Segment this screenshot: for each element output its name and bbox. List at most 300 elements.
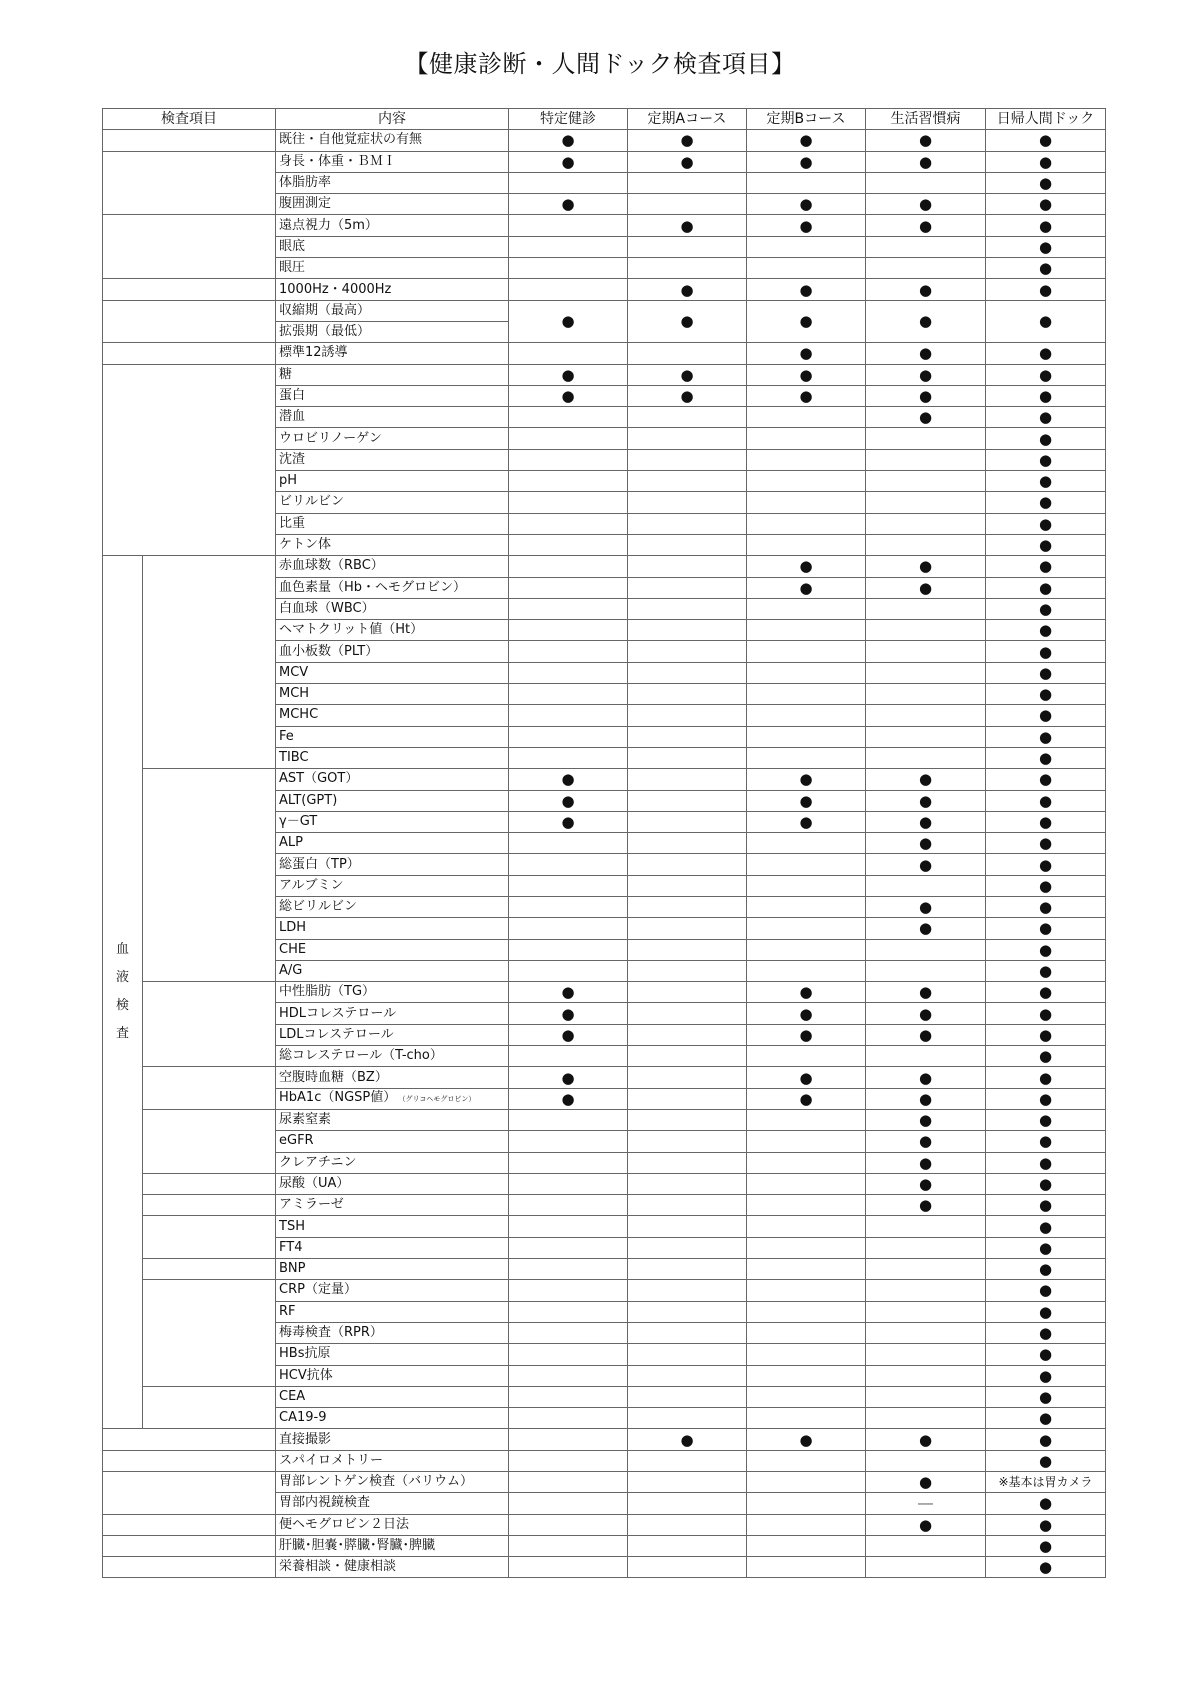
mark-tokutei (509, 428, 628, 449)
mark-b (747, 1408, 866, 1429)
mark-b (747, 1557, 866, 1578)
mark-dock: ● (986, 194, 1106, 215)
mark-dock: ● (986, 684, 1106, 705)
table-row (103, 1386, 1106, 1407)
mark-a (628, 194, 747, 215)
mark-tokutei (509, 534, 628, 555)
mark-tokutei (509, 1046, 628, 1067)
mark-b: ● (747, 130, 866, 151)
mark-tokutei: ● (509, 385, 628, 406)
exam-content (276, 1429, 509, 1450)
mark-b: ● (747, 385, 866, 406)
mark-b: ● (747, 577, 866, 598)
mark-lifestyle (866, 960, 986, 981)
mark-tokutei (509, 513, 628, 534)
exam-content (276, 684, 509, 705)
mark-tokutei: ● (509, 1088, 628, 1109)
mark-dock: ● (986, 449, 1106, 470)
mark-lifestyle: ● (866, 811, 986, 832)
exam-content-text: AST（GOT） (279, 771, 359, 787)
mark-b: ● (747, 1067, 866, 1088)
mark-a (628, 1493, 747, 1514)
mark-dock: ● (986, 1450, 1106, 1471)
mark-a (628, 1067, 747, 1088)
mark-dock: ● (986, 1322, 1106, 1343)
table-row (103, 1109, 1106, 1130)
exam-content-text: 総蛋白（TP） (279, 856, 360, 872)
mark-tokutei (509, 662, 628, 683)
mark-dock: ● (986, 875, 1106, 896)
exam-content-text: ビリルビン (279, 494, 345, 510)
mark-a (628, 705, 747, 726)
mark-b (747, 236, 866, 257)
exam-content-text: MCV (279, 664, 309, 680)
mark-b (747, 896, 866, 917)
exam-content (276, 1046, 509, 1067)
mark-dock: ● (986, 1408, 1106, 1429)
mark-tokutei: ● (509, 364, 628, 385)
mark-lifestyle: ● (866, 556, 986, 577)
mark-dock: ● (986, 534, 1106, 555)
mark-dock: ● (986, 172, 1106, 193)
exam-content (276, 1259, 509, 1280)
mark-dock: ● (986, 1429, 1106, 1450)
table-row (103, 364, 1106, 385)
exam-category (103, 151, 276, 215)
mark-tokutei (509, 1535, 628, 1556)
mark-lifestyle: ● (866, 194, 986, 215)
blood-subcategory (143, 1067, 276, 1110)
mark-a (628, 1280, 747, 1301)
exam-category (103, 279, 276, 300)
exam-content-text: HDLコレステロール (279, 1005, 397, 1021)
mark-tokutei (509, 1152, 628, 1173)
mark-tokutei (509, 556, 628, 577)
exam-content (276, 343, 509, 364)
exam-content (276, 726, 509, 747)
mark-lifestyle (866, 428, 986, 449)
exam-content (276, 598, 509, 619)
mark-lifestyle: ● (866, 918, 986, 939)
exam-content (276, 896, 509, 917)
mark-dock: ● (986, 407, 1106, 428)
mark-lifestyle: ● (866, 896, 986, 917)
mark-tokutei: ● (509, 151, 628, 172)
mark-a (628, 236, 747, 257)
mark-lifestyle (866, 1344, 986, 1365)
mark-dock: ● (986, 1195, 1106, 1216)
mark-b (747, 918, 866, 939)
exam-content (276, 151, 509, 172)
exam-content-text: pH (279, 473, 298, 489)
exam-content-text: CHE (279, 941, 307, 957)
mark-lifestyle (866, 471, 986, 492)
exam-content-text: 既往・自他覚症状の有無 (279, 132, 423, 148)
mark-tokutei (509, 833, 628, 854)
mark-lifestyle (866, 258, 986, 279)
exam-content (276, 769, 509, 790)
exam-content (276, 1003, 509, 1024)
mark-tokutei: ● (509, 1067, 628, 1088)
table-row (103, 1195, 1106, 1216)
mark-tokutei (509, 577, 628, 598)
exam-category (103, 130, 276, 151)
mark-b (747, 662, 866, 683)
mark-lifestyle (866, 684, 986, 705)
mark-lifestyle: ● (866, 1109, 986, 1130)
header-course-b: 定期Bコース (747, 109, 866, 130)
header-item: 検査項目 (103, 109, 276, 130)
mark-lifestyle: ● (866, 279, 986, 300)
exam-category (103, 364, 276, 556)
mark-b (747, 705, 866, 726)
mark-tokutei (509, 279, 628, 300)
exam-content (276, 279, 509, 300)
exam-content (276, 492, 509, 513)
mark-a (628, 684, 747, 705)
mark-dock: ● (986, 726, 1106, 747)
exam-content-text: A/G (279, 963, 303, 979)
exam-category (103, 300, 276, 343)
exam-content (276, 215, 509, 236)
mark-a (628, 1344, 747, 1365)
exam-content (276, 1216, 509, 1237)
mark-tokutei (509, 449, 628, 470)
mark-tokutei: ● (509, 300, 628, 343)
mark-tokutei (509, 236, 628, 257)
exam-content (276, 1088, 509, 1109)
mark-dock: ● (986, 854, 1106, 875)
exam-content (276, 258, 509, 279)
mark-b (747, 854, 866, 875)
exam-content-text: TIBC (279, 750, 309, 766)
mark-dock: ● (986, 1131, 1106, 1152)
mark-lifestyle (866, 1557, 986, 1578)
mark-b (747, 471, 866, 492)
mark-lifestyle (866, 1386, 986, 1407)
exam-content (276, 705, 509, 726)
mark-lifestyle: ● (866, 1024, 986, 1045)
mark-tokutei (509, 747, 628, 768)
header-course-a: 定期Aコース (628, 109, 747, 130)
mark-b (747, 1450, 866, 1471)
exam-content (276, 194, 509, 215)
mark-lifestyle (866, 641, 986, 662)
mark-lifestyle: ● (866, 790, 986, 811)
exam-content (276, 1472, 509, 1493)
exam-content-text: γ－GT (279, 813, 318, 829)
exam-content (276, 918, 509, 939)
mark-b (747, 449, 866, 470)
mark-lifestyle: ● (866, 577, 986, 598)
mark-dock: ● (986, 492, 1106, 513)
mark-a (628, 428, 747, 449)
blood-subcategory (143, 1280, 276, 1386)
exam-content (276, 1344, 509, 1365)
mark-b: ● (747, 343, 866, 364)
mark-a (628, 1024, 747, 1045)
table-row (103, 556, 1106, 577)
exam-content (276, 1493, 509, 1514)
mark-lifestyle: ● (866, 343, 986, 364)
mark-lifestyle: ● (866, 1003, 986, 1024)
mark-dock: ● (986, 364, 1106, 385)
mark-b (747, 1472, 866, 1493)
mark-tokutei (509, 726, 628, 747)
mark-lifestyle: ● (866, 385, 986, 406)
exam-content (276, 1067, 509, 1088)
mark-a (628, 1535, 747, 1556)
exam-content-text: LDLコレステロール (279, 1026, 394, 1042)
mark-tokutei (509, 1514, 628, 1535)
exam-content (276, 1237, 509, 1258)
mark-b: ● (747, 1088, 866, 1109)
mark-lifestyle: ● (866, 1195, 986, 1216)
mark-a (628, 982, 747, 1003)
exam-content (276, 960, 509, 981)
mark-dock: ● (986, 1024, 1106, 1045)
table-row (103, 215, 1106, 236)
mark-dock: ● (986, 1514, 1106, 1535)
mark-lifestyle: ● (866, 1152, 986, 1173)
mark-tokutei (509, 407, 628, 428)
exam-content-text: 沈渣 (279, 451, 306, 467)
mark-dock: ● (986, 471, 1106, 492)
mark-lifestyle (866, 1280, 986, 1301)
mark-b (747, 1216, 866, 1237)
mark-tokutei (509, 1109, 628, 1130)
exam-content-text: ヘマトクリット値（Ht） (279, 622, 424, 638)
mark-tokutei (509, 1322, 628, 1343)
mark-dock: ● (986, 1557, 1106, 1578)
mark-tokutei (509, 1216, 628, 1237)
mark-lifestyle (866, 1408, 986, 1429)
mark-lifestyle: ● (866, 1131, 986, 1152)
mark-dock: ● (986, 1365, 1106, 1386)
mark-b (747, 172, 866, 193)
exam-content (276, 833, 509, 854)
mark-lifestyle: ● (866, 1514, 986, 1535)
exam-content-text: 1000Hz・4000Hz (279, 281, 392, 297)
mark-dock: ● (986, 556, 1106, 577)
mark-dock: ● (986, 343, 1106, 364)
mark-a (628, 747, 747, 768)
mark-lifestyle (866, 534, 986, 555)
exam-content-text: 梅毒検査（RPR） (279, 1325, 383, 1341)
exam-content (276, 1152, 509, 1173)
mark-a (628, 790, 747, 811)
mark-b: ● (747, 364, 866, 385)
mark-tokutei: ● (509, 1003, 628, 1024)
table-row (103, 1514, 1106, 1535)
mark-tokutei: ● (509, 194, 628, 215)
mark-tokutei (509, 1131, 628, 1152)
mark-a (628, 1386, 747, 1407)
mark-b (747, 833, 866, 854)
mark-a (628, 1173, 747, 1194)
mark-b (747, 1535, 866, 1556)
mark-a (628, 513, 747, 534)
mark-lifestyle (866, 1259, 986, 1280)
mark-lifestyle: ● (866, 130, 986, 151)
mark-lifestyle: ● (866, 407, 986, 428)
mark-tokutei (509, 684, 628, 705)
mark-tokutei (509, 258, 628, 279)
exam-category (103, 1429, 276, 1450)
exam-content (276, 513, 509, 534)
mark-tokutei (509, 492, 628, 513)
mark-dock: ● (986, 215, 1106, 236)
exam-content (276, 428, 509, 449)
mark-lifestyle: ― (866, 1493, 986, 1514)
mark-a (628, 1301, 747, 1322)
mark-a (628, 641, 747, 662)
exam-content (276, 1024, 509, 1045)
exam-content (276, 364, 509, 385)
mark-a (628, 1216, 747, 1237)
mark-tokutei (509, 1493, 628, 1514)
mark-lifestyle (866, 1237, 986, 1258)
mark-dock: ● (986, 1109, 1106, 1130)
exam-content (276, 449, 509, 470)
exam-content-text: HbA1c（NGSP値） (279, 1090, 397, 1106)
mark-b (747, 534, 866, 555)
table-row (103, 982, 1106, 1003)
exam-content-text: MCHC (279, 707, 319, 723)
header-content: 内容 (276, 109, 509, 130)
mark-a: ● (628, 215, 747, 236)
mark-dock: ● (986, 1259, 1106, 1280)
exam-content-text: 腹囲測定 (279, 196, 332, 212)
mark-dock: ● (986, 982, 1106, 1003)
mark-lifestyle: ● (866, 364, 986, 385)
mark-a (628, 1237, 747, 1258)
mark-dock: ● (986, 747, 1106, 768)
exam-content-text: ケトン体 (279, 537, 332, 553)
mark-dock: ● (986, 1046, 1106, 1067)
blood-subcategory (143, 556, 276, 769)
mark-a (628, 1003, 747, 1024)
header-course-dock: 日帰人間ドック (986, 109, 1106, 130)
table-row (103, 151, 1106, 172)
exam-content-text: RF (279, 1303, 296, 1319)
mark-tokutei (509, 1280, 628, 1301)
mark-a (628, 1408, 747, 1429)
mark-dock: ● (986, 513, 1106, 534)
exam-category (103, 1514, 276, 1535)
mark-lifestyle (866, 1216, 986, 1237)
mark-a (628, 471, 747, 492)
mark-a: ● (628, 151, 747, 172)
exam-content-text: 糖 (279, 366, 293, 382)
exam-content (276, 747, 509, 768)
mark-b (747, 513, 866, 534)
exam-content (276, 982, 509, 1003)
mark-tokutei (509, 1344, 628, 1365)
exam-category (103, 1450, 276, 1471)
mark-a (628, 1322, 747, 1343)
table-row (103, 300, 1106, 321)
table-row (103, 130, 1106, 151)
mark-a (628, 577, 747, 598)
mark-lifestyle: ● (866, 1067, 986, 1088)
mark-dock: ● (986, 258, 1106, 279)
mark-dock: ● (986, 1493, 1106, 1514)
exam-content (276, 1109, 509, 1130)
blood-subcategory (143, 982, 276, 1067)
mark-b: ● (747, 1003, 866, 1024)
exam-content (276, 1450, 509, 1471)
mark-a (628, 492, 747, 513)
mark-a: ● (628, 130, 747, 151)
mark-tokutei (509, 1408, 628, 1429)
mark-b (747, 1195, 866, 1216)
page-title: 【健康診断・人間ドック検査項目】 (404, 50, 796, 78)
mark-lifestyle: ● (866, 1472, 986, 1493)
blood-subcategory (143, 1173, 276, 1194)
mark-dock: ● (986, 428, 1106, 449)
mark-dock: ● (986, 705, 1106, 726)
mark-dock: ● (986, 1344, 1106, 1365)
exam-category (103, 1472, 276, 1515)
mark-b (747, 641, 866, 662)
exam-content-text: アミラーゼ (279, 1197, 344, 1213)
exam-content-text: HCV抗体 (279, 1367, 333, 1383)
mark-dock: ● (986, 662, 1106, 683)
exam-content (276, 407, 509, 428)
exam-content-text: ALP (279, 835, 303, 851)
exam-content-text: 眼圧 (279, 260, 306, 276)
mark-b (747, 258, 866, 279)
mark-a (628, 1109, 747, 1130)
mark-tokutei (509, 875, 628, 896)
mark-lifestyle: ● (866, 151, 986, 172)
exam-content (276, 620, 509, 641)
mark-tokutei (509, 471, 628, 492)
mark-tokutei (509, 1386, 628, 1407)
exam-content (276, 1408, 509, 1429)
mark-b: ● (747, 811, 866, 832)
mark-tokutei: ● (509, 790, 628, 811)
mark-dock: ※基本は胃カメラ (986, 1472, 1106, 1493)
exam-content-text: ウロビリノーゲン (279, 430, 382, 446)
mark-lifestyle: ● (866, 833, 986, 854)
mark-lifestyle: ● (866, 1088, 986, 1109)
mark-b: ● (747, 769, 866, 790)
mark-a (628, 1557, 747, 1578)
mark-b: ● (747, 982, 866, 1003)
mark-tokutei (509, 960, 628, 981)
mark-tokutei (509, 1429, 628, 1450)
mark-lifestyle (866, 1365, 986, 1386)
mark-dock: ● (986, 641, 1106, 662)
mark-a (628, 172, 747, 193)
mark-b (747, 1152, 866, 1173)
mark-b (747, 1173, 866, 1194)
exam-content-text: eGFR (279, 1133, 314, 1149)
mark-a: ● (628, 1429, 747, 1450)
exam-content-text: 栄養相談・健康相談 (279, 1559, 397, 1575)
table-row (103, 1280, 1106, 1301)
exam-content (276, 577, 509, 598)
mark-b (747, 407, 866, 428)
mark-tokutei: ● (509, 811, 628, 832)
table-row (103, 1067, 1106, 1088)
mark-b (747, 1493, 866, 1514)
mark-a (628, 534, 747, 555)
exam-content-text: 直接撮影 (279, 1431, 332, 1447)
mark-a (628, 620, 747, 641)
